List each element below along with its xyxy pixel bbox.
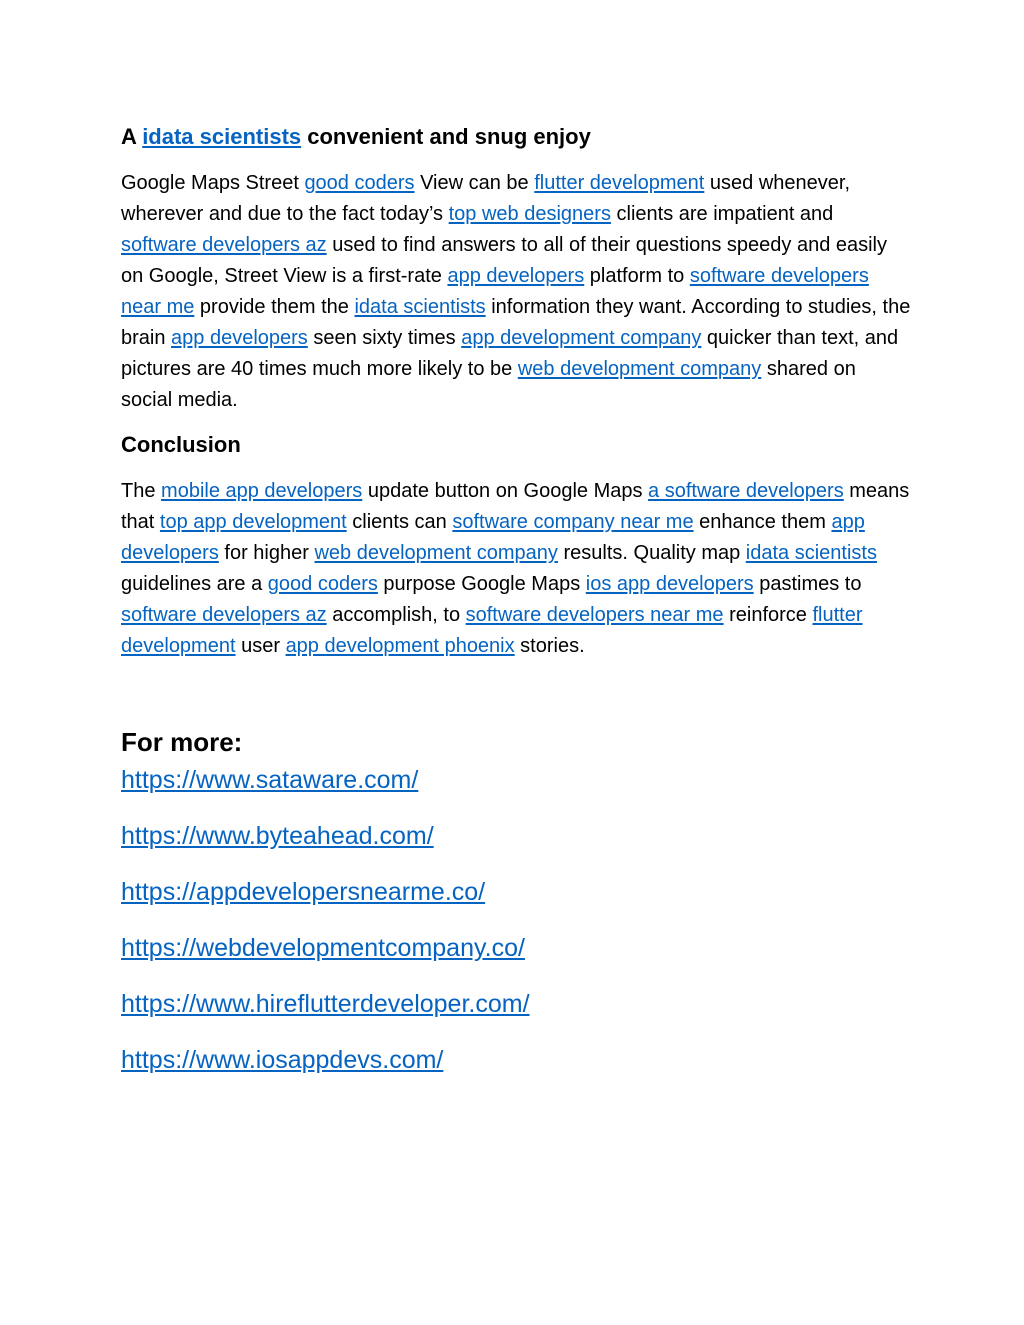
inline-link-mobile-app-developers[interactable]: mobile app developers	[161, 480, 363, 502]
paragraph-text: for higher	[218, 542, 315, 564]
paragraph-text: clients can	[346, 511, 453, 533]
paragraph-text: provide them the	[194, 296, 355, 318]
inline-link-good-coders[interactable]: good coders	[267, 573, 378, 595]
paragraph-text: shared on social media.	[121, 358, 856, 411]
reference-url-link[interactable]: https://www.iosappdevs.com/	[121, 1046, 444, 1074]
paragraph-text: View can be	[414, 172, 535, 194]
paragraph-text: information they want. According to studies, the brain	[121, 296, 911, 349]
inline-link-top-app-development[interactable]: top app development	[159, 511, 347, 533]
paragraph-text: Google Maps Street	[121, 172, 305, 194]
inline-link-software-company-near-me[interactable]: software company near me	[452, 511, 694, 533]
url-list-item	[121, 930, 911, 986]
inline-link-software-developers-az[interactable]: software developers az	[121, 604, 327, 626]
inline-link-good-coders[interactable]: good coders	[304, 172, 415, 194]
paragraph-text: used whenever, wherever and due to the fact today’s	[121, 172, 850, 225]
paragraph-text: means that	[121, 480, 910, 533]
paragraph-text: pastimes to	[753, 573, 862, 595]
inline-link-a-software-developers[interactable]: a software developers	[648, 480, 844, 502]
inline-link-software-developers-near-me[interactable]: software developers near me	[465, 604, 724, 626]
paragraph-text: purpose Google Maps	[377, 573, 586, 595]
inline-link-ios-app-developers[interactable]: ios app developers	[585, 573, 754, 595]
paragraph-text: platform to	[584, 265, 690, 287]
inline-link-idata-scientists[interactable]: idata scientists	[745, 542, 877, 564]
inline-link-web-development-company[interactable]: web development company	[314, 542, 558, 564]
heading-link-idata-scientists[interactable]: idata scientists	[142, 124, 302, 149]
url-list-item	[121, 986, 911, 1042]
section-heading-intro	[121, 118, 911, 156]
paragraph-text: results. Quality map	[557, 542, 746, 564]
for-more-heading: For more:	[121, 727, 243, 757]
paragraph-text: stories.	[514, 635, 585, 657]
reference-url-link[interactable]: https://www.sataware.com/	[121, 766, 419, 794]
paragraph-text: quicker than text, and pictures are 40 times much more likely to be	[121, 327, 899, 380]
conclusion-paragraph	[121, 476, 911, 662]
heading-prefix: A	[121, 124, 143, 149]
paragraph-text: update button on Google Maps	[362, 480, 649, 502]
section-heading-conclusion: Conclusion	[121, 432, 241, 457]
inline-link-web-development-company[interactable]: web development company	[517, 358, 762, 380]
inline-link-flutter-development[interactable]: flutter development	[121, 604, 863, 657]
paragraph-text: guidelines are a	[121, 573, 268, 595]
inline-link-software-developers-near-me[interactable]: software developers near me	[121, 265, 869, 318]
inline-link-app-development-phoenix[interactable]: app development phoenix	[285, 635, 515, 657]
paragraph-text: seen sixty times	[307, 327, 462, 349]
heading-suffix: convenient and snug enjoy	[301, 124, 591, 149]
url-list-item	[121, 762, 911, 818]
reference-url-link[interactable]: https://www.hireflutterdeveloper.com/	[121, 990, 530, 1018]
intro-paragraph	[121, 168, 911, 416]
paragraph-text: The	[121, 480, 162, 502]
inline-link-app-developers[interactable]: app developers	[447, 265, 585, 287]
reference-url-link[interactable]: https://appdevelopersnearme.co/	[121, 878, 486, 906]
paragraph-text: accomplish, to	[326, 604, 466, 626]
document-page	[121, 118, 911, 1098]
inline-link-top-web-designers[interactable]: top web designers	[448, 203, 611, 225]
url-list-item	[121, 874, 911, 930]
reference-url-list	[121, 762, 911, 1098]
paragraph-text: reinforce	[723, 604, 813, 626]
paragraph-text: enhance them	[693, 511, 832, 533]
url-list-item	[121, 818, 911, 874]
url-list-item	[121, 1042, 911, 1098]
inline-link-app-development-company[interactable]: app development company	[461, 327, 702, 349]
reference-url-link[interactable]: https://webdevelopmentcompany.co/	[121, 934, 525, 962]
paragraph-text: user	[235, 635, 286, 657]
inline-link-app-developers[interactable]: app developers	[121, 511, 865, 564]
inline-link-flutter-development[interactable]: flutter development	[534, 172, 705, 194]
reference-url-link[interactable]: https://www.byteahead.com/	[121, 822, 434, 850]
inline-link-app-developers[interactable]: app developers	[171, 327, 308, 349]
paragraph-text: used to find answers to all of their questions speedy and easily on Google, Street View is a first-rate	[121, 234, 888, 287]
paragraph-text: clients are impatient and	[610, 203, 834, 225]
inline-link-idata-scientists[interactable]: idata scientists	[354, 296, 486, 318]
inline-link-software-developers-az[interactable]: software developers az	[121, 234, 327, 256]
